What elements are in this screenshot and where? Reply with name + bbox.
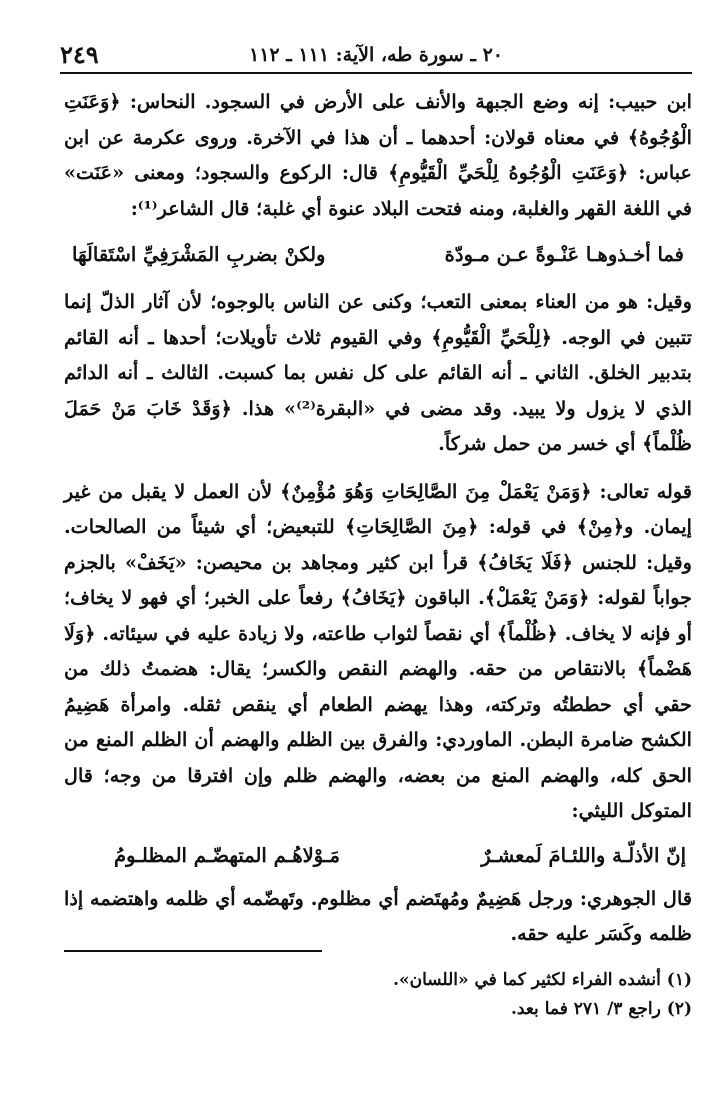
page-number: ٢٤٩ [60,40,99,69]
verse-2-second-hemistich: مَـوْلاهُـم المتهضّـم المظلـومُ [114,843,340,867]
running-head: ٢٠ ـ سورة طه، الآية: ١١١ ـ ١١٢ [248,44,504,66]
paragraph-3: قوله تعالى: ﴿وَمَنْ يَعْمَلْ مِنَ الصَّالِحَاتِ وَهُوَ مُؤْمِنٌ﴾ لأن العمل لا يقبل من غير إيمان. و﴿مِنْ﴾ في قوله: ﴿مِنَ الصَّالِحَاتِ﴾ للتبعيض؛ أي شيئاً من الصالحات. وقيل: للجنس ﴿فَلَا يَخَافُ﴾ قرأ ابن كثير ومجاهد بن محيصن: «يَخَفْ» بالجزم جواباً لقوله: ﴿وَمَنْ يَعْمَلْ﴾. الباقون ﴿يَخَافُ﴾ رفعاً على الخبر؛ أي فهو لا يخاف؛ أو فإنه لا يخاف. ﴿ظُلْماً﴾ أي نقصاً لثواب طاعته، ولا زيادة عليه في سيئاته. ﴿وَلَا هَضْماً﴾ بالانتقاص من حقه. والهضم النقص والكسر؛ يقال: هضمتُ ذلك من حقي أي حططتُه وتركته، وهذا يهضم الطعام أي ينقص ثقله. وامرأة هَضِيمُ الكشح ضامرة البطن. الماوردي: والفرق بين الظلم والهضم أن الظلم المنع من الحق كله، والهضم المنع من بعضه، والهضم ظلم وإن افترقا من وجه؛ قال المتوكل الليثي: [64,479,692,822]
poetry-verse-1 [72,238,684,272]
poetry-verse-2 [114,839,686,873]
footnote-2: (٢) راجع ٣/ ٢٧١ فما بعد. [511,999,692,1019]
verse-1-second-hemistich: ولكنْ بضربِ المَشْرَفِيِّ اسْتَقالَهَا [72,243,326,267]
main-text [64,84,692,952]
paragraph-2: وقيل: هو من العناء بمعنى التعب؛ وكنى عن الناس بالوجوه؛ لأن آثار الذلّ إنما تتبين في الوجه. ﴿لِلْحَيِّ الْقَيُّومِ﴾ وفي القيوم ثلاث تأويلات؛ أحدها ـ أنه القائم بتدبير الخلق. الثاني ـ أنه القائم على كل نفس بما كسبت. الثالث ـ أنه الدائم الذي لا يزول ولا يبيد. وقد مضى في «البقرة⁽²⁾» هذا. ﴿وَقَدْ خَابَ مَنْ حَمَلَ ظُلْماً﴾ أي خسر من حمل شركاً. [64,290,692,455]
paragraph-1: ابن حبيب: إنه وضع الجبهة والأنف على الأرض في السجود. النحاس: ﴿وَعَنَتِ الْوُجُوهُ﴾ في معناه قولان: أحدهما ـ أن هذا في الآخرة. وروى عكرمة عن ابن عباس: ﴿وَعَنَتِ الْوُجُوهُ لِلْحَيِّ الْقَيُّومِ﴾ قال: الركوع والسجود؛ ومعنى «عَنَت» في اللغة القهر والغلبة، ومنه فتحت البلاد عنوة أي غلبة؛ قال الشاعر⁽¹⁾: [64,90,692,220]
page-header [60,38,692,74]
paragraph-4: قال الجوهري: ورجل هَضِيمٌ ومُهتَضم أي مظلوم. وتَهضّمه أي ظلمه واهتضمه إذا ظلمه وكَسَر عليه حقه. [64,886,692,945]
footnotes [64,966,692,1024]
footnote-1: (١) أنشده الفراء لكثير كما في «اللسان». [393,970,692,990]
footnote-divider [64,950,322,952]
verse-1-first-hemistich: فما أخـذوهـا عَنْـوةً عـن مـودّة [444,243,684,267]
verse-2-first-hemistich: إنّ الأذلّـة واللئـامَ لَمعشـرٌ [481,843,686,867]
